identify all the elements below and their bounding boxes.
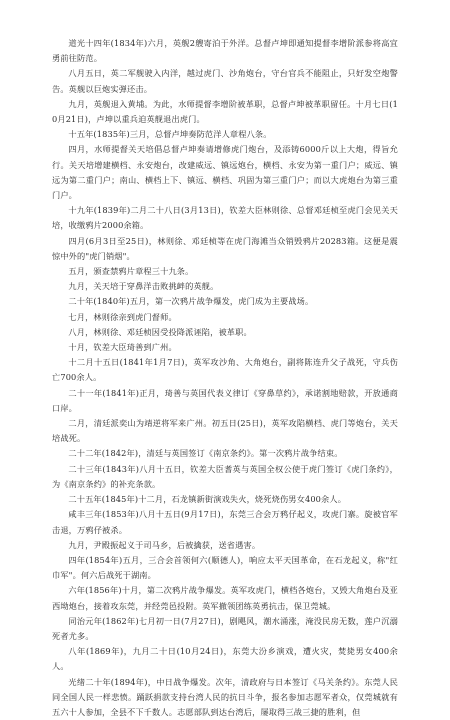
paragraph: 四月，水师提督关天培倡总督卢坤奏请增修虎门炮台，及添铸6000斤以上大炮，得旨允行。关天培增建横档、永安炮台，改建威远、镇远炮台，横档、永安为第一重门户；威远、镇远为第二重门户；南山、横档上下、镇远、横档、巩固为第三重门户；而以大虎炮台为第三重门户。 (52, 144, 398, 201)
document-body (52, 36, 398, 720)
paragraph: 二十五年(1845年)十二月，石龙镇新街演戏失火，烧死烧伤男女400余人。 (68, 494, 347, 505)
paragraph: 五月，颁查禁鸦片章程三十九条。 (68, 266, 194, 277)
paragraph: 九月，尹殿振起义于司马乡，后被擒获，送省遇害。 (68, 539, 261, 550)
paragraph: 八年(1869年)，九月二十日(10月24日)，东莞大汾乡演戏，遭火灾，焚毙男女400余人。 (52, 646, 398, 672)
paragraph: 四年(1854年)五月，三合会首领何六(顺德人)，响应太平天国革命，在石龙起义，称"红巾军"。何六后战死于湖南。 (52, 554, 398, 581)
paragraph: 二十二年(1842年)，清廷与英国签订《南京条约》。第一次鸦片战争结束。 (68, 448, 343, 459)
paragraph: 十月，钦差大臣琦善到广州。 (68, 342, 177, 353)
paragraph: 二十一年(1841年)正月，琦善与英国代表义律订《穿鼻草约》，承诺割地赔款，开放通商口岸。 (52, 387, 398, 413)
paragraph: 九月，关天培于穿鼻洋击败挑衅的英舰。 (68, 281, 219, 292)
paragraph: 九月，英舰退入黄埔。为此，水师提督李增阶被革职，总督卢坤被革职留任。十月七日(10月21日)，卢坤以重兵迫英舰退出虎门。 (52, 98, 398, 125)
paragraph: 四月(6月3日至25日)，林则徐、邓廷桢等在虎门海滩当众销毁鸦片20283箱。这便是震惊中外的"虎门销烟"。 (52, 235, 398, 261)
paragraph: 十九年(1839年)二月二十八日(3月13日)，钦差大臣林则徐、总督邓廷桢至虎门会见关天培，收缴鸦片2000余箱。 (52, 205, 398, 231)
paragraph: 咸丰三年(1853年)八月十五日(9月17日)，东莞三合会万鸦仔起义，攻虎门寨。旋被官军击退，万鸦仔被杀。 (52, 509, 398, 535)
paragraph: 六年(1856年)十月，第二次鸦片战争爆发。英军攻虎门，横档各炮台，又毁大角炮台及亚西坳炮台，接着攻东莞，并经莞邑投附。英军撤领团练英勇抗击，保卫莞城。 (52, 585, 398, 611)
paragraph: 八月五日，英二军舰驶入内洋，越过虎门、沙角炮台，守台官兵不能阻止，只好发空炮警告。英舰以巨炮实弹还击。 (52, 68, 398, 94)
paragraph: 十五年(1835年)三月，总督卢坤奏防范洋人章程八条。 (68, 129, 272, 140)
paragraph: 道光十四年(1834年)六月，英舰2艘寄泊于外洋。总督卢坤即通知提督李增阶派参将高宜勇前往防范。 (52, 38, 398, 64)
paragraph: 七月，林则徐亲到虎门督师。 (68, 311, 177, 322)
paragraph: 十二月十五日(1841年1月7日)，英军攻沙角、大角炮台，副将陈连升父子战死，守兵伤亡700余人。 (52, 357, 398, 383)
paragraph: 二十三年(1843年)八月十五日，钦差大臣耆英与英国全权公使于虎门签订《虎门条约》，为《南京条约》的补充条款。 (52, 463, 398, 489)
paragraph: 同治元年(1862年)七月初一日(7月27日)，剧飓风，潮水涌涨，淹没民房无数，莲户沉溺死者尤多。 (52, 615, 398, 641)
paragraph: 二月，清廷派奕山为靖逆将军来广州。初五日(25日)，英军攻陷横档、虎门等炮台，关天培战死。 (52, 418, 398, 444)
paragraph: 二十年(1840年)五月，第一次鸦片战争爆发，虎门成为主要战场。 (68, 296, 314, 307)
paragraph: 八月，林则徐、邓廷桢因受投降派诬陷，被革职。 (68, 326, 252, 337)
paragraph: 光绪二十年(1894年)，中日战争爆发。次年，清政府与日本签订《马关条约》。东莞人民同全国人民一样悲愤。踊跃捐款支持台湾人民的抗日斗争，报名参加志愿军者众，仅莞城就有五六十人参加，全县不下千数人。志愿部队到达台湾后，屡取得三战三捷的胜利，但 (52, 676, 398, 717)
